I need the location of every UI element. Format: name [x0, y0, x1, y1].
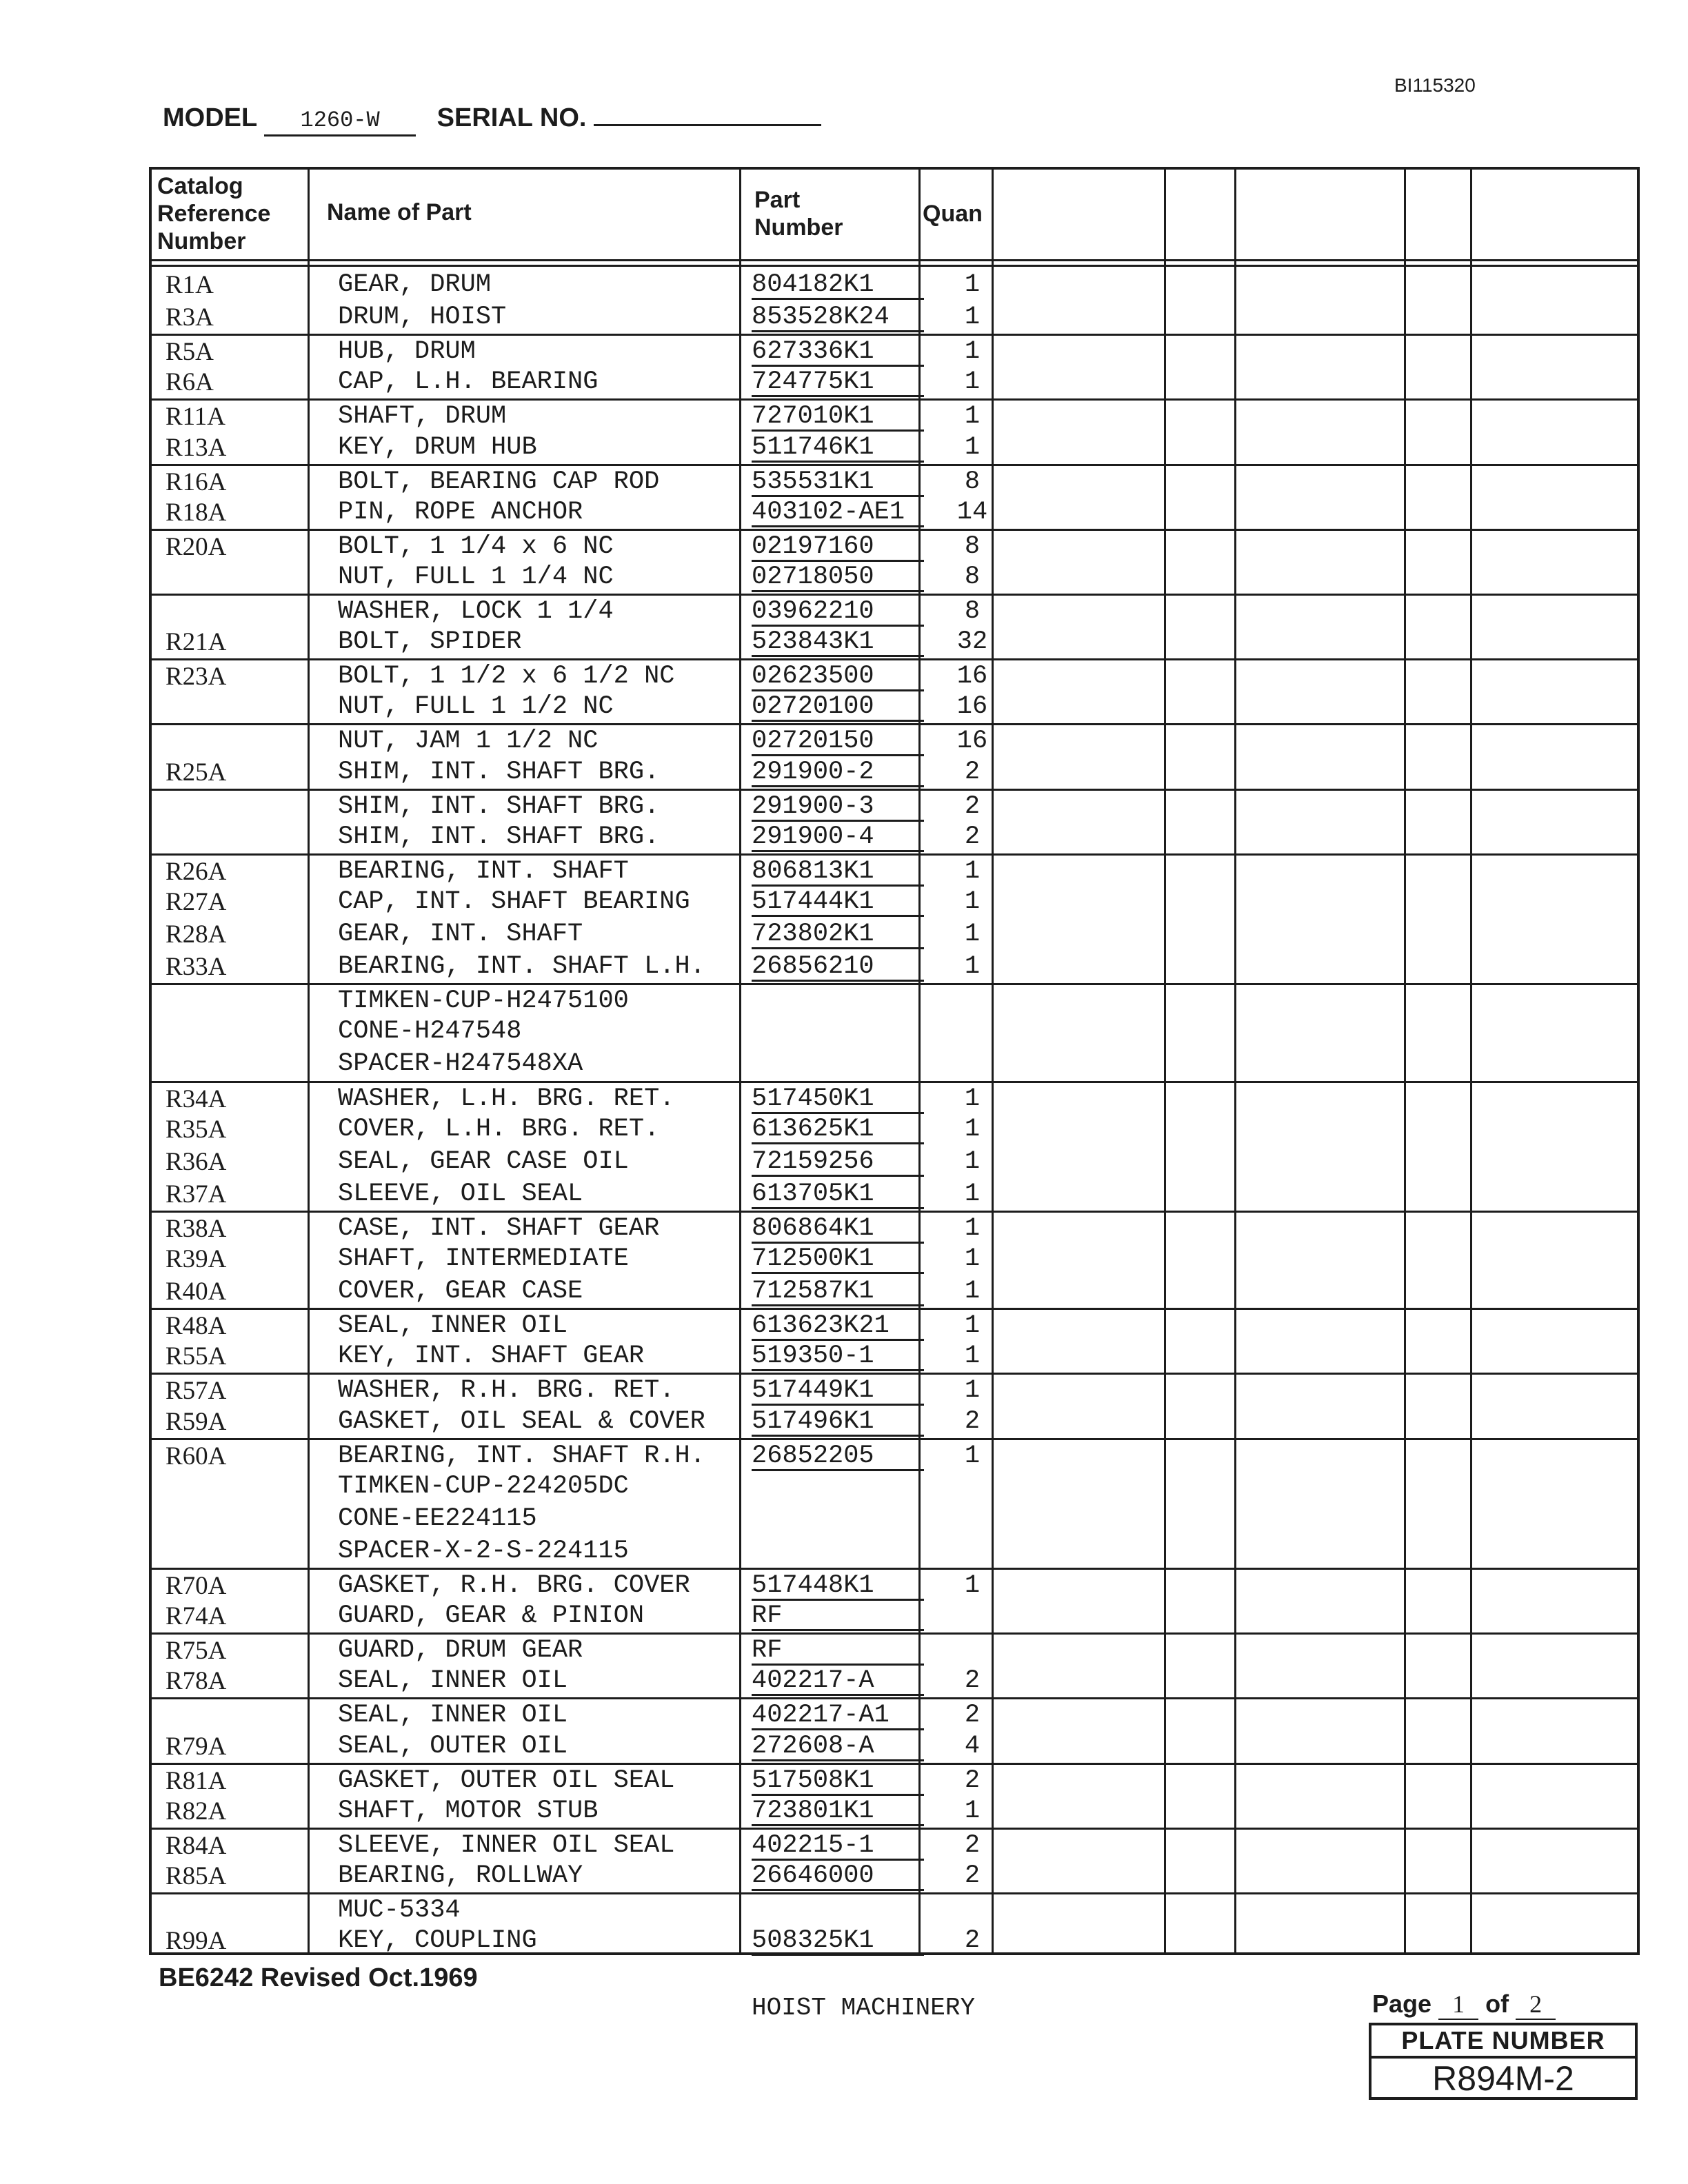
catalog-ref-cell — [165, 821, 303, 853]
quantity-cell: 1 — [964, 1342, 981, 1371]
part-number-cell — [752, 1503, 924, 1532]
table-row — [152, 723, 1637, 758]
part-number-cell: 523843K1 — [752, 626, 924, 657]
catalog-ref-cell — [165, 1535, 303, 1568]
catalog-ref-cell: R59A — [165, 1407, 227, 1436]
catalog-ref-cell: R85A — [165, 1861, 227, 1890]
part-number-cell: 402215-1 — [752, 1830, 924, 1861]
catalog-ref-cell: R6A — [165, 368, 214, 397]
page-label: Page — [1372, 1990, 1432, 2018]
catalog-ref-cell: R40A — [165, 1277, 227, 1306]
part-number-cell: 508325K1 — [752, 1925, 924, 1956]
part-name-cell: SEAL, INNER OIL — [338, 1311, 568, 1341]
part-number-cell: RF — [752, 1600, 924, 1631]
part-name-cell: SPACER-H247548XA — [338, 1049, 583, 1079]
part-name-cell: TIMKEN-CUP-H2475100 — [338, 987, 629, 1016]
part-name-cell: BEARING, INT. SHAFT L.H. — [338, 952, 705, 982]
model-label: MODEL — [163, 103, 257, 132]
part-name-cell: SEAL, OUTER OIL — [338, 1731, 568, 1761]
table-row — [152, 1340, 1637, 1373]
part-name-cell: BEARING, ROLLWAY — [338, 1861, 583, 1890]
catalog-ref-cell: R33A — [165, 953, 227, 982]
plate-number-label: PLATE NUMBER — [1372, 2025, 1635, 2059]
catalog-ref-cell: R13A — [165, 433, 227, 462]
table-row — [152, 1535, 1637, 1568]
header-part-name: Name of Part — [327, 199, 472, 225]
part-number-cell: 02623500 — [752, 660, 924, 691]
part-name-cell: MUC-5334 — [338, 1896, 461, 1925]
catalog-ref-cell — [165, 596, 303, 628]
catalog-ref-cell: R26A — [165, 857, 227, 886]
table-row — [152, 1178, 1637, 1211]
quantity-cell — [952, 1635, 993, 1667]
table-row — [152, 626, 1637, 658]
part-name-cell: CONE-EE224115 — [338, 1504, 537, 1533]
table-row — [152, 1308, 1637, 1342]
quantity-cell: 4 — [964, 1731, 981, 1761]
table-row — [152, 983, 1637, 1018]
part-name-cell: NUT, FULL 1 1/4 NC — [338, 562, 614, 592]
quantity-cell — [952, 1048, 993, 1080]
quantity-cell: 8 — [964, 467, 981, 496]
catalog-ref-cell: R74A — [165, 1602, 227, 1631]
header-divider — [152, 259, 1637, 267]
quantity-cell: 1 — [964, 1146, 981, 1176]
catalog-ref-cell: R21A — [165, 628, 227, 657]
form-number: BE6242 Revised Oct.1969 — [159, 1963, 478, 1992]
catalog-ref-cell: R57A — [165, 1377, 227, 1406]
part-name-cell: GASKET, R.H. BRG. COVER — [338, 1571, 690, 1600]
part-number-cell: 403102-AE1 — [752, 496, 924, 527]
catalog-ref-cell — [165, 1503, 303, 1535]
part-name-cell: PIN, ROPE ANCHOR — [338, 497, 583, 527]
part-number-cell: 291900-4 — [752, 821, 924, 852]
catalog-ref-cell: R60A — [165, 1442, 227, 1470]
quantity-cell: 1 — [964, 1796, 981, 1826]
table-row — [152, 1665, 1637, 1697]
part-name-cell: KEY, COUPLING — [338, 1926, 537, 1956]
quantity-cell: 1 — [964, 1277, 981, 1306]
table-row — [152, 918, 1637, 951]
catalog-ref-cell: R37A — [165, 1180, 227, 1209]
quantity-cell: 1 — [964, 1084, 981, 1113]
part-name-cell: BOLT, SPIDER — [338, 627, 522, 657]
table-row — [152, 561, 1637, 594]
table-row — [152, 1763, 1637, 1797]
model-serial-line — [163, 103, 821, 136]
plate-title: HOIST MACHINERY — [752, 1994, 976, 2022]
catalog-ref-cell: R48A — [165, 1312, 227, 1341]
table-row — [152, 1081, 1637, 1115]
part-name-cell: TIMKEN-CUP-224205DC — [338, 1471, 629, 1501]
table-row — [152, 1600, 1637, 1632]
quantity-cell — [952, 1015, 993, 1048]
quantity-cell: 32 — [956, 627, 988, 657]
quantity-cell: 16 — [956, 692, 988, 722]
quantity-cell — [952, 985, 993, 1018]
plate-number: R894M-2 — [1432, 2059, 1574, 2098]
part-name-cell: GEAR, DRUM — [338, 270, 492, 299]
quantity-cell: 2 — [964, 1406, 981, 1436]
part-name-cell: BEARING, INT. SHAFT — [338, 856, 629, 886]
part-number-cell: 272608-A — [752, 1730, 924, 1761]
header-part-number: Part Number — [754, 187, 843, 241]
part-number-cell: 806813K1 — [752, 856, 924, 887]
catalog-ref-cell: R25A — [165, 758, 227, 787]
part-name-cell: SHAFT, INTERMEDIATE — [338, 1244, 629, 1273]
catalog-ref-cell: R78A — [165, 1667, 227, 1696]
part-name-cell: CONE-H247548 — [338, 1017, 522, 1046]
part-number-cell: 627336K1 — [752, 336, 924, 367]
header-catalog-reference: Catalog Reference Number — [157, 173, 271, 254]
table-row — [152, 951, 1637, 983]
part-name-cell: SHAFT, DRUM — [338, 402, 507, 432]
serial-value — [594, 124, 821, 126]
table-row — [152, 1828, 1637, 1862]
catalog-ref-cell: R18A — [165, 498, 227, 527]
catalog-ref-cell — [165, 1894, 303, 1927]
page-current: 1 — [1438, 1990, 1478, 2020]
table-row — [152, 1697, 1637, 1732]
part-name-cell: NUT, FULL 1 1/2 NC — [338, 692, 614, 722]
page-of-label: of — [1485, 1990, 1509, 2018]
part-number-cell: 613625K1 — [752, 1113, 924, 1144]
part-name-cell: WASHER, L.H. BRG. RET. — [338, 1084, 675, 1113]
part-name-cell: WASHER, R.H. BRG. RET. — [338, 1376, 675, 1406]
catalog-ref-cell: R27A — [165, 887, 227, 916]
quantity-cell: 1 — [964, 1114, 981, 1144]
quantity-cell — [952, 1535, 993, 1568]
part-number-cell: 72159256 — [752, 1146, 924, 1177]
part-name-cell: SHIM, INT. SHAFT BRG. — [338, 791, 660, 821]
catalog-ref-cell — [165, 791, 303, 823]
quantity-cell: 8 — [964, 532, 981, 561]
part-number-cell: 535531K1 — [752, 466, 924, 497]
part-number-cell: 511746K1 — [752, 432, 924, 463]
part-name-cell: GASKET, OUTER OIL SEAL — [338, 1766, 675, 1795]
model-value: 1260-W — [264, 107, 416, 136]
part-number-cell: 712587K1 — [752, 1275, 924, 1306]
quantity-cell: 2 — [964, 1701, 981, 1730]
quantity-cell: 1 — [964, 367, 981, 397]
table-row — [152, 1795, 1637, 1828]
catalog-ref-cell — [165, 1015, 303, 1048]
table-row — [152, 398, 1637, 433]
quantity-cell: 1 — [964, 1179, 981, 1209]
table-row — [152, 658, 1637, 693]
part-number-cell: 517508K1 — [752, 1765, 924, 1796]
part-number-cell: 402217-A1 — [752, 1699, 924, 1730]
catalog-ref-cell: R36A — [165, 1147, 227, 1176]
table-row — [152, 1373, 1637, 1407]
catalog-ref-cell: R38A — [165, 1214, 227, 1243]
page-total: 2 — [1516, 1990, 1556, 2020]
table-row — [152, 789, 1637, 823]
quantity-cell: 8 — [964, 597, 981, 626]
quantity-cell: 1 — [964, 920, 981, 949]
table-row — [152, 366, 1637, 398]
part-number-cell: 517444K1 — [752, 886, 924, 917]
quantity-cell: 2 — [964, 1861, 981, 1890]
part-name-cell: SEAL, INNER OIL — [338, 1666, 568, 1696]
part-number-cell: 712500K1 — [752, 1243, 924, 1274]
part-name-cell: CAP, L.H. BEARING — [338, 367, 599, 397]
quantity-cell — [952, 1600, 993, 1632]
quantity-cell: 2 — [964, 822, 981, 851]
part-name-cell: DRUM, HOIST — [338, 303, 507, 332]
quantity-cell: 2 — [964, 1926, 981, 1956]
table-row — [152, 1438, 1637, 1473]
table-row — [152, 1503, 1637, 1535]
catalog-ref-cell: R5A — [165, 338, 214, 367]
part-number-cell: 806864K1 — [752, 1213, 924, 1244]
part-name-cell: HUB, DRUM — [338, 337, 476, 367]
part-number-cell: 26852205 — [752, 1440, 924, 1471]
table-row — [152, 1892, 1637, 1927]
quantity-cell: 1 — [964, 1376, 981, 1406]
catalog-ref-cell: R39A — [165, 1245, 227, 1273]
part-number-cell: 517450K1 — [752, 1083, 924, 1114]
table-row — [152, 821, 1637, 853]
catalog-ref-cell: R28A — [165, 920, 227, 949]
table-row — [152, 1632, 1637, 1667]
part-name-cell: GUARD, DRUM GEAR — [338, 1636, 583, 1666]
catalog-ref-cell: R70A — [165, 1572, 227, 1600]
catalog-ref-cell: R84A — [165, 1831, 227, 1860]
part-name-cell: GEAR, INT. SHAFT — [338, 920, 583, 949]
part-number-cell: 291900-3 — [752, 791, 924, 822]
catalog-ref-cell: R16A — [165, 467, 227, 496]
part-name-cell: SHAFT, MOTOR STUB — [338, 1796, 599, 1826]
catalog-ref-cell — [165, 725, 303, 758]
part-number-cell — [752, 1015, 924, 1044]
part-name-cell: BOLT, BEARING CAP ROD — [338, 467, 660, 496]
quantity-cell: 2 — [964, 791, 981, 821]
table-row — [152, 1406, 1637, 1438]
part-name-cell: NUT, JAM 1 1/2 NC — [338, 727, 599, 756]
quantity-cell: 2 — [964, 1830, 981, 1860]
part-name-cell: BOLT, 1 1/2 x 6 1/2 NC — [338, 662, 675, 691]
part-name-cell: BEARING, INT. SHAFT R.H. — [338, 1441, 705, 1470]
quantity-cell: 2 — [964, 757, 981, 787]
catalog-ref-cell — [165, 1048, 303, 1080]
catalog-ref-cell: R20A — [165, 532, 227, 561]
part-name-cell: GUARD, GEAR & PINION — [338, 1601, 645, 1631]
table-row — [152, 853, 1637, 888]
part-number-cell — [752, 985, 924, 1014]
part-number-cell: 291900-2 — [752, 756, 924, 787]
table-row — [152, 691, 1637, 723]
quantity-cell: 2 — [964, 1766, 981, 1795]
part-number-cell: RF — [752, 1635, 924, 1666]
table-row — [152, 886, 1637, 918]
part-number-cell: 853528K24 — [752, 301, 924, 332]
part-name-cell: BOLT, 1 1/4 x 6 NC — [338, 532, 614, 561]
table-row — [152, 1860, 1637, 1892]
quantity-cell: 16 — [956, 727, 988, 756]
catalog-ref-cell: R1A — [165, 271, 214, 299]
document-id: BI115320 — [1394, 74, 1476, 96]
part-number-cell: 02720150 — [752, 725, 924, 756]
part-name-cell: CASE, INT. SHAFT GEAR — [338, 1213, 660, 1243]
catalog-ref-cell: R99A — [165, 1927, 227, 1956]
table-row — [152, 432, 1637, 464]
table-row — [152, 301, 1637, 334]
quantity-cell: 1 — [964, 1441, 981, 1470]
catalog-ref-cell — [165, 561, 303, 594]
part-name-cell: GASKET, OIL SEAL & COVER — [338, 1406, 705, 1436]
catalog-ref-cell: R82A — [165, 1797, 227, 1826]
part-number-cell: 03962210 — [752, 596, 924, 627]
part-number-cell: 02197160 — [752, 531, 924, 562]
table-row — [152, 1275, 1637, 1308]
table-row — [152, 1211, 1637, 1245]
table-row — [152, 756, 1637, 789]
quantity-cell — [952, 1503, 993, 1535]
catalog-ref-cell: R11A — [165, 403, 226, 432]
quantity-cell: 1 — [964, 303, 981, 332]
part-name-cell: WASHER, LOCK 1 1/4 — [338, 597, 614, 626]
part-number-cell: 723801K1 — [752, 1795, 924, 1826]
header-quantity: Quan — [923, 201, 983, 227]
part-number-cell: 519350-1 — [752, 1340, 924, 1371]
quantity-cell: 1 — [964, 1213, 981, 1243]
quantity-cell: 8 — [964, 562, 981, 592]
part-name-cell: KEY, INT. SHAFT GEAR — [338, 1342, 645, 1371]
table-row — [152, 1146, 1637, 1178]
part-name-cell: SLEEVE, INNER OIL SEAL — [338, 1830, 675, 1860]
quantity-cell: 1 — [964, 432, 981, 462]
part-number-cell: 727010K1 — [752, 401, 924, 432]
part-number-cell: 402217-A — [752, 1665, 924, 1696]
catalog-ref-cell — [165, 985, 303, 1018]
part-name-cell: SLEEVE, OIL SEAL — [338, 1179, 583, 1209]
part-number-cell: 723802K1 — [752, 918, 924, 949]
table-row — [152, 1015, 1637, 1048]
table-row — [152, 1048, 1637, 1080]
part-number-cell — [752, 1894, 924, 1923]
part-number-cell — [752, 1048, 924, 1077]
table-row — [152, 529, 1637, 563]
part-name-cell: COVER, GEAR CASE — [338, 1277, 583, 1306]
part-number-cell: 02718050 — [752, 561, 924, 592]
table-row — [152, 1470, 1637, 1503]
part-name-cell: SHIM, INT. SHAFT BRG. — [338, 822, 660, 851]
catalog-ref-cell: R79A — [165, 1732, 227, 1761]
quantity-cell: 1 — [964, 270, 981, 299]
quantity-cell: 2 — [964, 1666, 981, 1696]
table-row — [152, 1568, 1637, 1602]
parts-table — [149, 167, 1640, 1955]
quantity-cell — [952, 1470, 993, 1503]
quantity-cell: 14 — [956, 497, 988, 527]
catalog-ref-cell: R75A — [165, 1637, 227, 1666]
table-row — [152, 1243, 1637, 1275]
quantity-cell: 1 — [964, 1311, 981, 1341]
part-number-cell: 26646000 — [752, 1860, 924, 1891]
catalog-ref-cell — [165, 691, 303, 723]
part-number-cell: 517496K1 — [752, 1406, 924, 1437]
part-number-cell: 02720100 — [752, 691, 924, 722]
quantity-cell: 1 — [964, 952, 981, 982]
table-row — [152, 594, 1637, 628]
table-row — [152, 334, 1637, 368]
catalog-ref-cell — [165, 1699, 303, 1732]
part-name-cell: KEY, DRUM HUB — [338, 432, 537, 462]
quantity-cell: 1 — [964, 1571, 981, 1600]
part-number-cell — [752, 1535, 924, 1564]
part-number-cell: 724775K1 — [752, 366, 924, 397]
part-number-cell: 26856210 — [752, 951, 924, 982]
quantity-cell: 1 — [964, 402, 981, 432]
table-row — [152, 496, 1637, 529]
table-row — [152, 269, 1637, 301]
part-number-cell: 804182K1 — [752, 269, 924, 300]
serial-label: SERIAL NO. — [436, 103, 587, 132]
quantity-cell: 1 — [964, 856, 981, 886]
catalog-ref-cell: R81A — [165, 1766, 227, 1795]
part-name-cell: SEAL, GEAR CASE OIL — [338, 1146, 629, 1176]
part-name-cell: SEAL, INNER OIL — [338, 1701, 568, 1730]
part-name-cell: SPACER-X-2-S-224115 — [338, 1536, 629, 1566]
part-number-cell: 517449K1 — [752, 1375, 924, 1406]
plate-number-box — [1369, 2023, 1638, 2100]
part-number-cell: 613623K21 — [752, 1310, 924, 1341]
page-indicator — [1372, 1990, 1556, 2020]
part-name-cell: SHIM, INT. SHAFT BRG. — [338, 757, 660, 787]
part-number-cell: 613705K1 — [752, 1178, 924, 1209]
table-row — [152, 1925, 1637, 1957]
part-number-cell: 517448K1 — [752, 1570, 924, 1601]
table-row — [152, 1113, 1637, 1146]
quantity-cell: 16 — [956, 662, 988, 691]
part-name-cell: CAP, INT. SHAFT BEARING — [338, 887, 690, 916]
catalog-ref-cell: R55A — [165, 1342, 227, 1371]
table-row — [152, 1730, 1637, 1763]
quantity-cell: 1 — [964, 887, 981, 916]
catalog-ref-cell — [165, 1470, 303, 1503]
part-name-cell: COVER, L.H. BRG. RET. — [338, 1114, 660, 1144]
catalog-ref-cell: R35A — [165, 1115, 227, 1144]
table-row — [152, 464, 1637, 498]
catalog-ref-cell: R3A — [165, 303, 214, 332]
catalog-ref-cell: R23A — [165, 663, 227, 691]
quantity-cell — [952, 1894, 993, 1927]
catalog-ref-cell: R34A — [165, 1084, 227, 1113]
part-number-cell — [752, 1470, 924, 1499]
quantity-cell: 1 — [964, 337, 981, 367]
quantity-cell: 1 — [964, 1244, 981, 1273]
